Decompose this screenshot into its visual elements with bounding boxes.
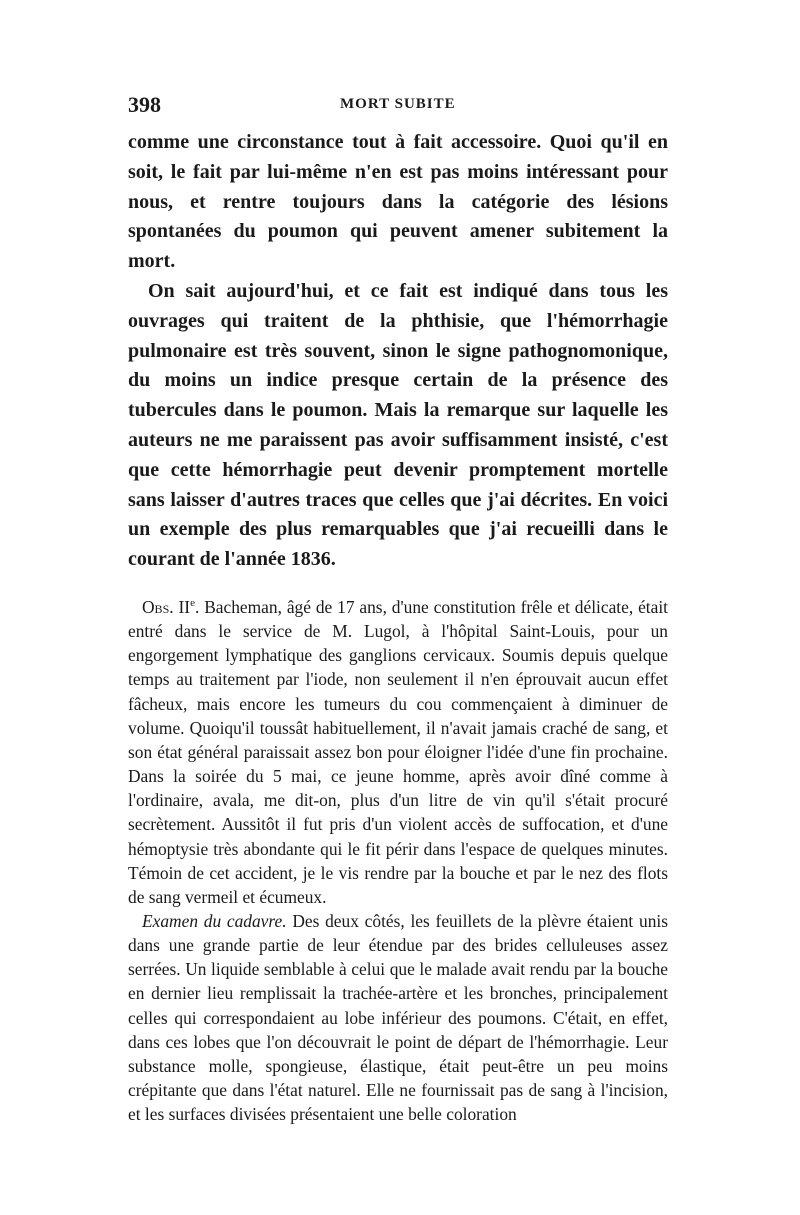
observation-number-suffix: e	[190, 597, 195, 610]
observation-label: Obs.	[142, 596, 174, 617]
page-header	[128, 92, 668, 122]
observation-text: . Bacheman, âgé de 17 ans, d'une constitution frêle et délicate, était entré dans le service de M. Lugol, à l'hôpital Saint-Louis, pour un engorgement lymphatique des ganglions cervicaux. Soumis depuis quelque temps au traitement par l'iode, non seulement il n'en éprouvait aucun effet fâcheux, mais encore les tumeurs du cou commençaient à diminuer de volume. Quoiqu'il toussât habituellement, il n'avait jamais craché de sang, et son état général paraissait assez bon pour éloigner l'idée d'une fin prochaine. Dans la soirée du 5 mai, ce jeune homme, après avoir dîné comme à l'ordinaire, avala, me dit-on, plus d'un litre de vin qu'il s'était procuré secrètement. Aussitôt il fut pris d'un violent accès de suffocation, et d'une hémoptysie très abondante qui le fit périr dans l'espace de quelques minutes. Témoin de cet accident, je le vis rendre par la bouche et par le nez des flots de sang vermeil et écumeux.	[128, 596, 668, 907]
observation-number: II	[178, 596, 191, 617]
body-text	[128, 128, 668, 1126]
autopsy-paragraph	[128, 909, 668, 1126]
observation-block	[128, 595, 668, 1126]
paragraph-continuation: comme une circonstance tout à fait accessoire. Quoi qu'il en soit, le fait par lui-même n'en est pas moins intéressant pour nous, et rentre toujours dans la catégorie des lésions spontanées du poumon qui peuvent amener subitement la mort.	[128, 131, 668, 273]
paragraph-hemorrhage: On sait aujourd'hui, et ce fait est indiqué dans tous les ouvrages qui traitent de la phthisie, que l'hémorrhagie pulmonaire est très souvent, sinon le signe pathognomonique, du moins un indice presque certain de la présence des tubercules dans le poumon. Mais la remarque sur laquelle les auteurs ne me paraissent pas avoir suffisamment insisté, c'est que cette hémorrhagie peut devenir promptement mortelle sans laisser d'autres traces que celles que j'ai décrites. En voici un exemple des plus remarquables que j'ai recueilli dans le courant de l'année 1836.	[128, 279, 668, 571]
observation-paragraph	[128, 595, 668, 909]
page-number: 398	[128, 92, 161, 117]
autopsy-text: Des deux côtés, les feuillets de la plèvre étaient unis dans une grande partie de leur étendue par des brides celluleuses assez serrées. Un liquide semblable à celui que le malade avait rendu par la bouche en dernier lieu remplissait la trachée-artère et les bronches, principalement celles qui correspondaient au lobe inférieur des poumons. C'était, en effet, dans ces lobes que l'on découvrait le point de départ de l'hémorrhagie. Leur substance molle, spongieuse, élastique, était peut-être un peu moins crépitante que dans l'état naturel. Elle ne fournissait pas de sang à l'incision, et les surfaces divisées présentaient une belle coloration	[128, 910, 668, 1125]
autopsy-heading: Examen du cadavre.	[142, 910, 287, 931]
running-head: MORT SUBITE	[340, 96, 456, 112]
